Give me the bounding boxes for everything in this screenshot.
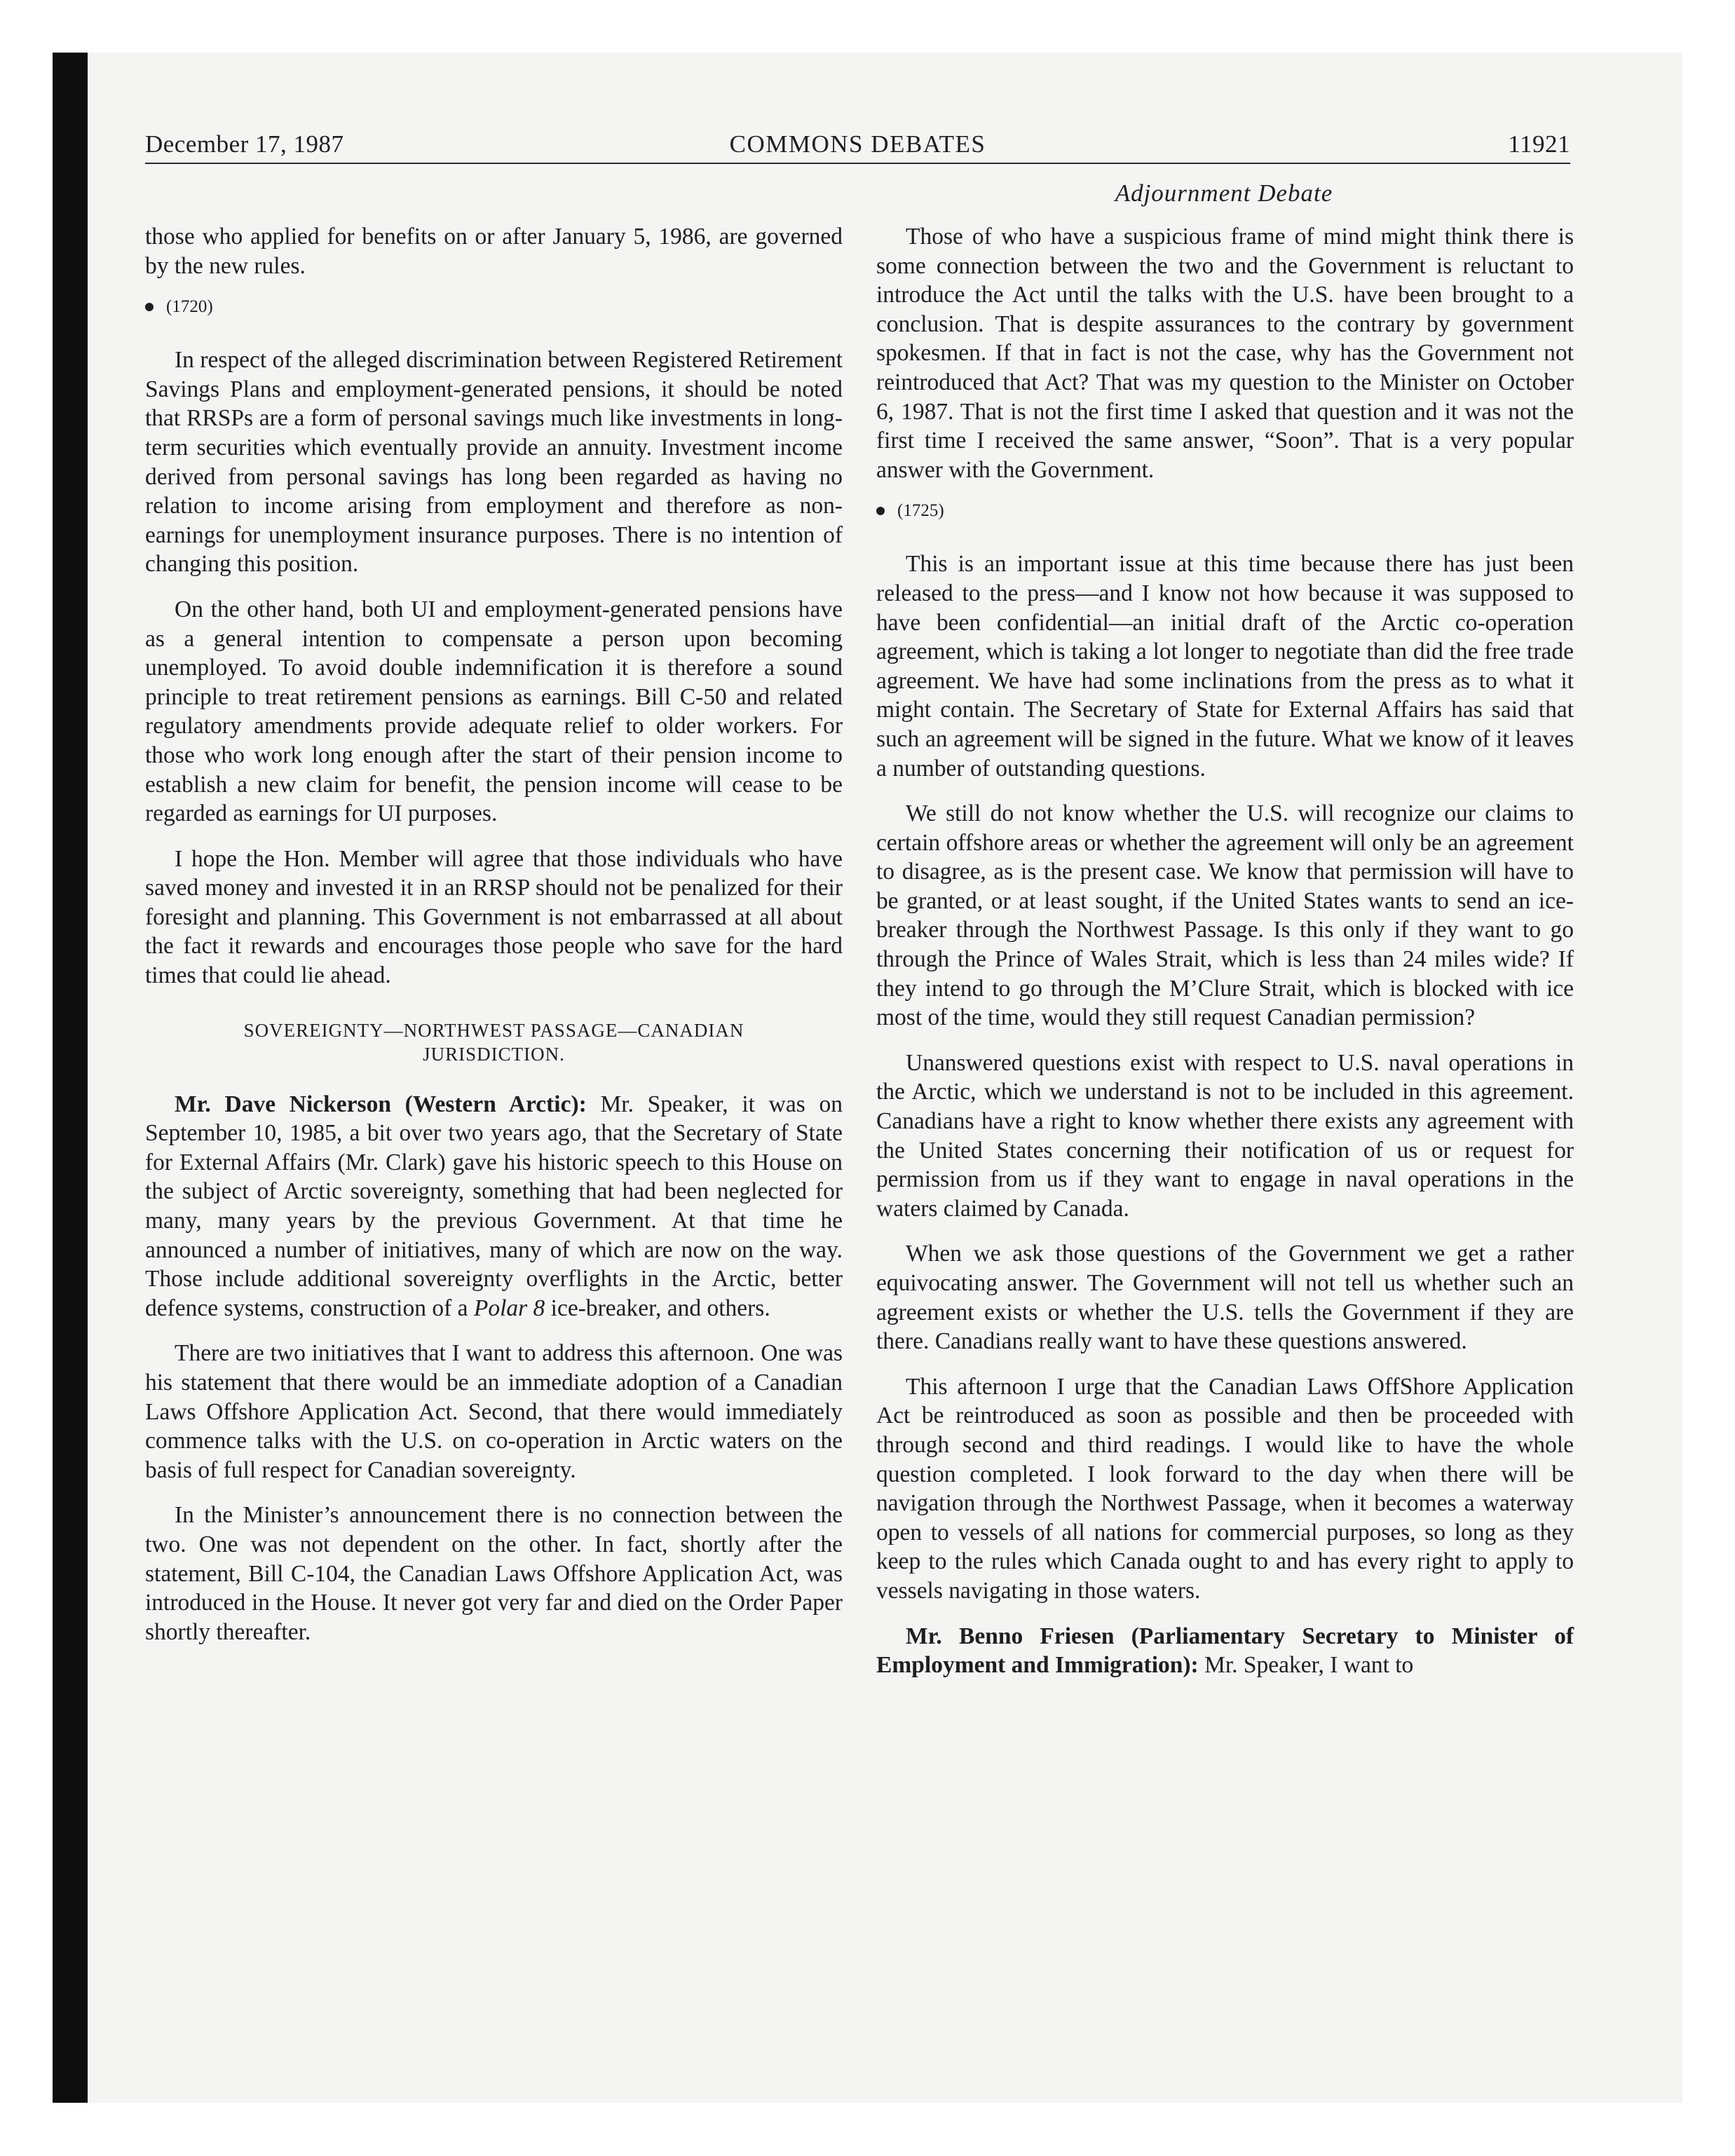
paragraph: In the Minister’s announcement there is no connection between the two. One was not dependent on the other. In fact, shortly after the statement, Bill C-104, the Canadian Laws Offshore Application Act, was introduced in the House. It never got very far and died on the Order Paper shortly thereafter. — [145, 1502, 843, 1645]
debate-subheading: SOVEREIGNTY—NORTHWEST PASSAGE—CANADIAN JURISDICTION. — [243, 1019, 744, 1065]
paragraph: This is an important issue at this time because there has just been released to the press—and I know not how because it was supposed to have been confidential—an initial draft of the Arctic co-operation agreement, which is taking a lot longer to negotiate than did the free trade agreement. We have had some inclinations from the press as to what it might contain. The Secretary of State for External Affairs has said that such an agreement will be signed in the future. What we know of it leaves a number of outstanding questions. — [876, 551, 1574, 782]
paragraph: There are two initiatives that I want to address this afternoon. One was his statement that there would be an immediate adoption of a Canadian Laws Offshore Application Act. Second, that there would immediately commence talks with the U.S. on co-operation in Arctic waters on the basis of full respect for Canadian sovereignty. — [145, 1340, 843, 1483]
speech-paragraph — [145, 1090, 843, 1323]
paragraph: This afternoon I urge that the Canadian Laws OffShore Application Act be reintroduced as soon as possible and then be proceeded with through second and third readings. I would like to have the whole question completed. I look forward to the day when there will be navigation through the Northwest Passage, when it becomes a waterway open to vessels of all nations for commercial purposes, so long as they keep to the rules which Canada ought to and has every right to apply to vessels navigating in those waters. — [876, 1373, 1574, 1604]
header-page-number: 11921 — [1508, 130, 1570, 158]
scan-edge-bar — [53, 53, 88, 2103]
time-marker-label: (1725) — [897, 501, 944, 521]
speech-text: Mr. Speaker, I want to — [1198, 1652, 1414, 1679]
page-header — [145, 126, 1570, 164]
bullet-dot-icon — [876, 507, 885, 515]
time-marker — [876, 500, 1574, 521]
paragraph: In respect of the alleged discrimination between Registered Retirement Savings Plans and employment-generated pensions, it should be noted that RRSPs are a form of personal savings much like investments in long-term securities which eventually provide an annuity. Investment income derived from personal savings has long been regarded as having no relation to income arising from employment and therefore as non-earnings for unemployment insurance purposes. There is no intention of changing this position. — [145, 347, 843, 578]
paragraph: Unanswered questions exist with respect to U.S. naval operations in the Arctic, which we understand is not to be included in this agreement. Canadians have a right to know whether there exists any agreement with the United States concerning their notification of us or request for permission from us if they want to engage in naval operations in the waters claimed by Canada. — [876, 1049, 1574, 1222]
header-date: December 17, 1987 — [145, 130, 344, 158]
italic-text: Polar 8 — [473, 1295, 545, 1321]
time-marker-label: (1720) — [166, 297, 213, 317]
speech-paragraph — [876, 1622, 1574, 1680]
speech-text: ice-breaker, and others. — [545, 1295, 770, 1321]
speech-text: Mr. Speaker, it was on September 10, 1985, a bit over two years ago, that the Secretary of State for External Affairs (Mr. Clark) gave his historic speech to this House on the subject of Arctic sovereignty, something that had been neglected for many, many years by the previous Government. At that time he announced a number of initiatives, many of which are now on the way. Those include additional sovereignty overflights in the Arctic, better defence systems, construction of a — [145, 1091, 843, 1321]
time-marker — [145, 296, 843, 318]
paragraph: those who applied for benefits on or after January 5, 1986, are governed by the new rules. — [145, 224, 843, 279]
header-publication-title: COMMONS DEBATES — [729, 130, 986, 158]
paragraph: When we ask those questions of the Government we get a rather equivocating answer. The Government will not tell us whether such an agreement exists or whether the U.S. tells the Government if they are there. Canadians really want to have these questions answered. — [876, 1241, 1574, 1355]
speaker-name: Mr. Benno Friesen (Parliamentary Secretary to Minister of Employment and Immigration): — [876, 1623, 1574, 1679]
paragraph: On the other hand, both UI and employment-generated pensions have as a general intention to compensate a person upon becoming unemployed. To avoid double indemnification it is therefore a sound principle to treat retirement pensions as earnings. Bill C-50 and related regulatory amendments provide adequate relief to older workers. For those who work long enough after the start of their pension income to establish a new claim for benefit, the pension income will cease to be regarded as earnings for UI purposes. — [145, 596, 843, 827]
paragraph: I hope the Hon. Member will agree that those individuals who have saved money and invested it in an RRSP should not be penalized for their foresight and planning. This Government is not embarrassed at all about the fact it rewards and encourages those people who save for the hard times that could lie ahead. — [145, 845, 843, 989]
left-column — [145, 222, 843, 1663]
section-heading: Adjournment Debate — [1115, 179, 1333, 207]
right-column — [876, 222, 1574, 1696]
bullet-dot-icon — [145, 303, 154, 311]
paragraph: We still do not know whether the U.S. will recognize our claims to certain offshore areas or whether the agreement will only be an agreement to disagree, as is the present case. We know that permission will have to be granted, or at least sought, if the United States wants to send an ice-breaker through the Northwest Passage. Is this only if they want to go through the Prince of Wales Strait, which is less than 24 miles wide? If they intend to go through the M’Clure Strait, which is blocked with ice most of the time, would they still request Canadian permission? — [876, 800, 1574, 1031]
paragraph: Those of who have a suspicious frame of mind might think there is some connection between the two and the Government is reluctant to introduce the Act until the talks with the U.S. have been brought to a conclusion. That is despite assurances to the contrary by government spokesmen. If that in fact is not the case, why has the Government not reintroduced that Act? That was my question to the Minister on October 6, 1987. That is not the first time I asked that question and it was not the first time I received the same answer, “Soon”. That is a very popular answer with the Government. — [876, 224, 1574, 483]
speaker-name: Mr. Dave Nickerson (Western Arctic): — [175, 1091, 587, 1117]
